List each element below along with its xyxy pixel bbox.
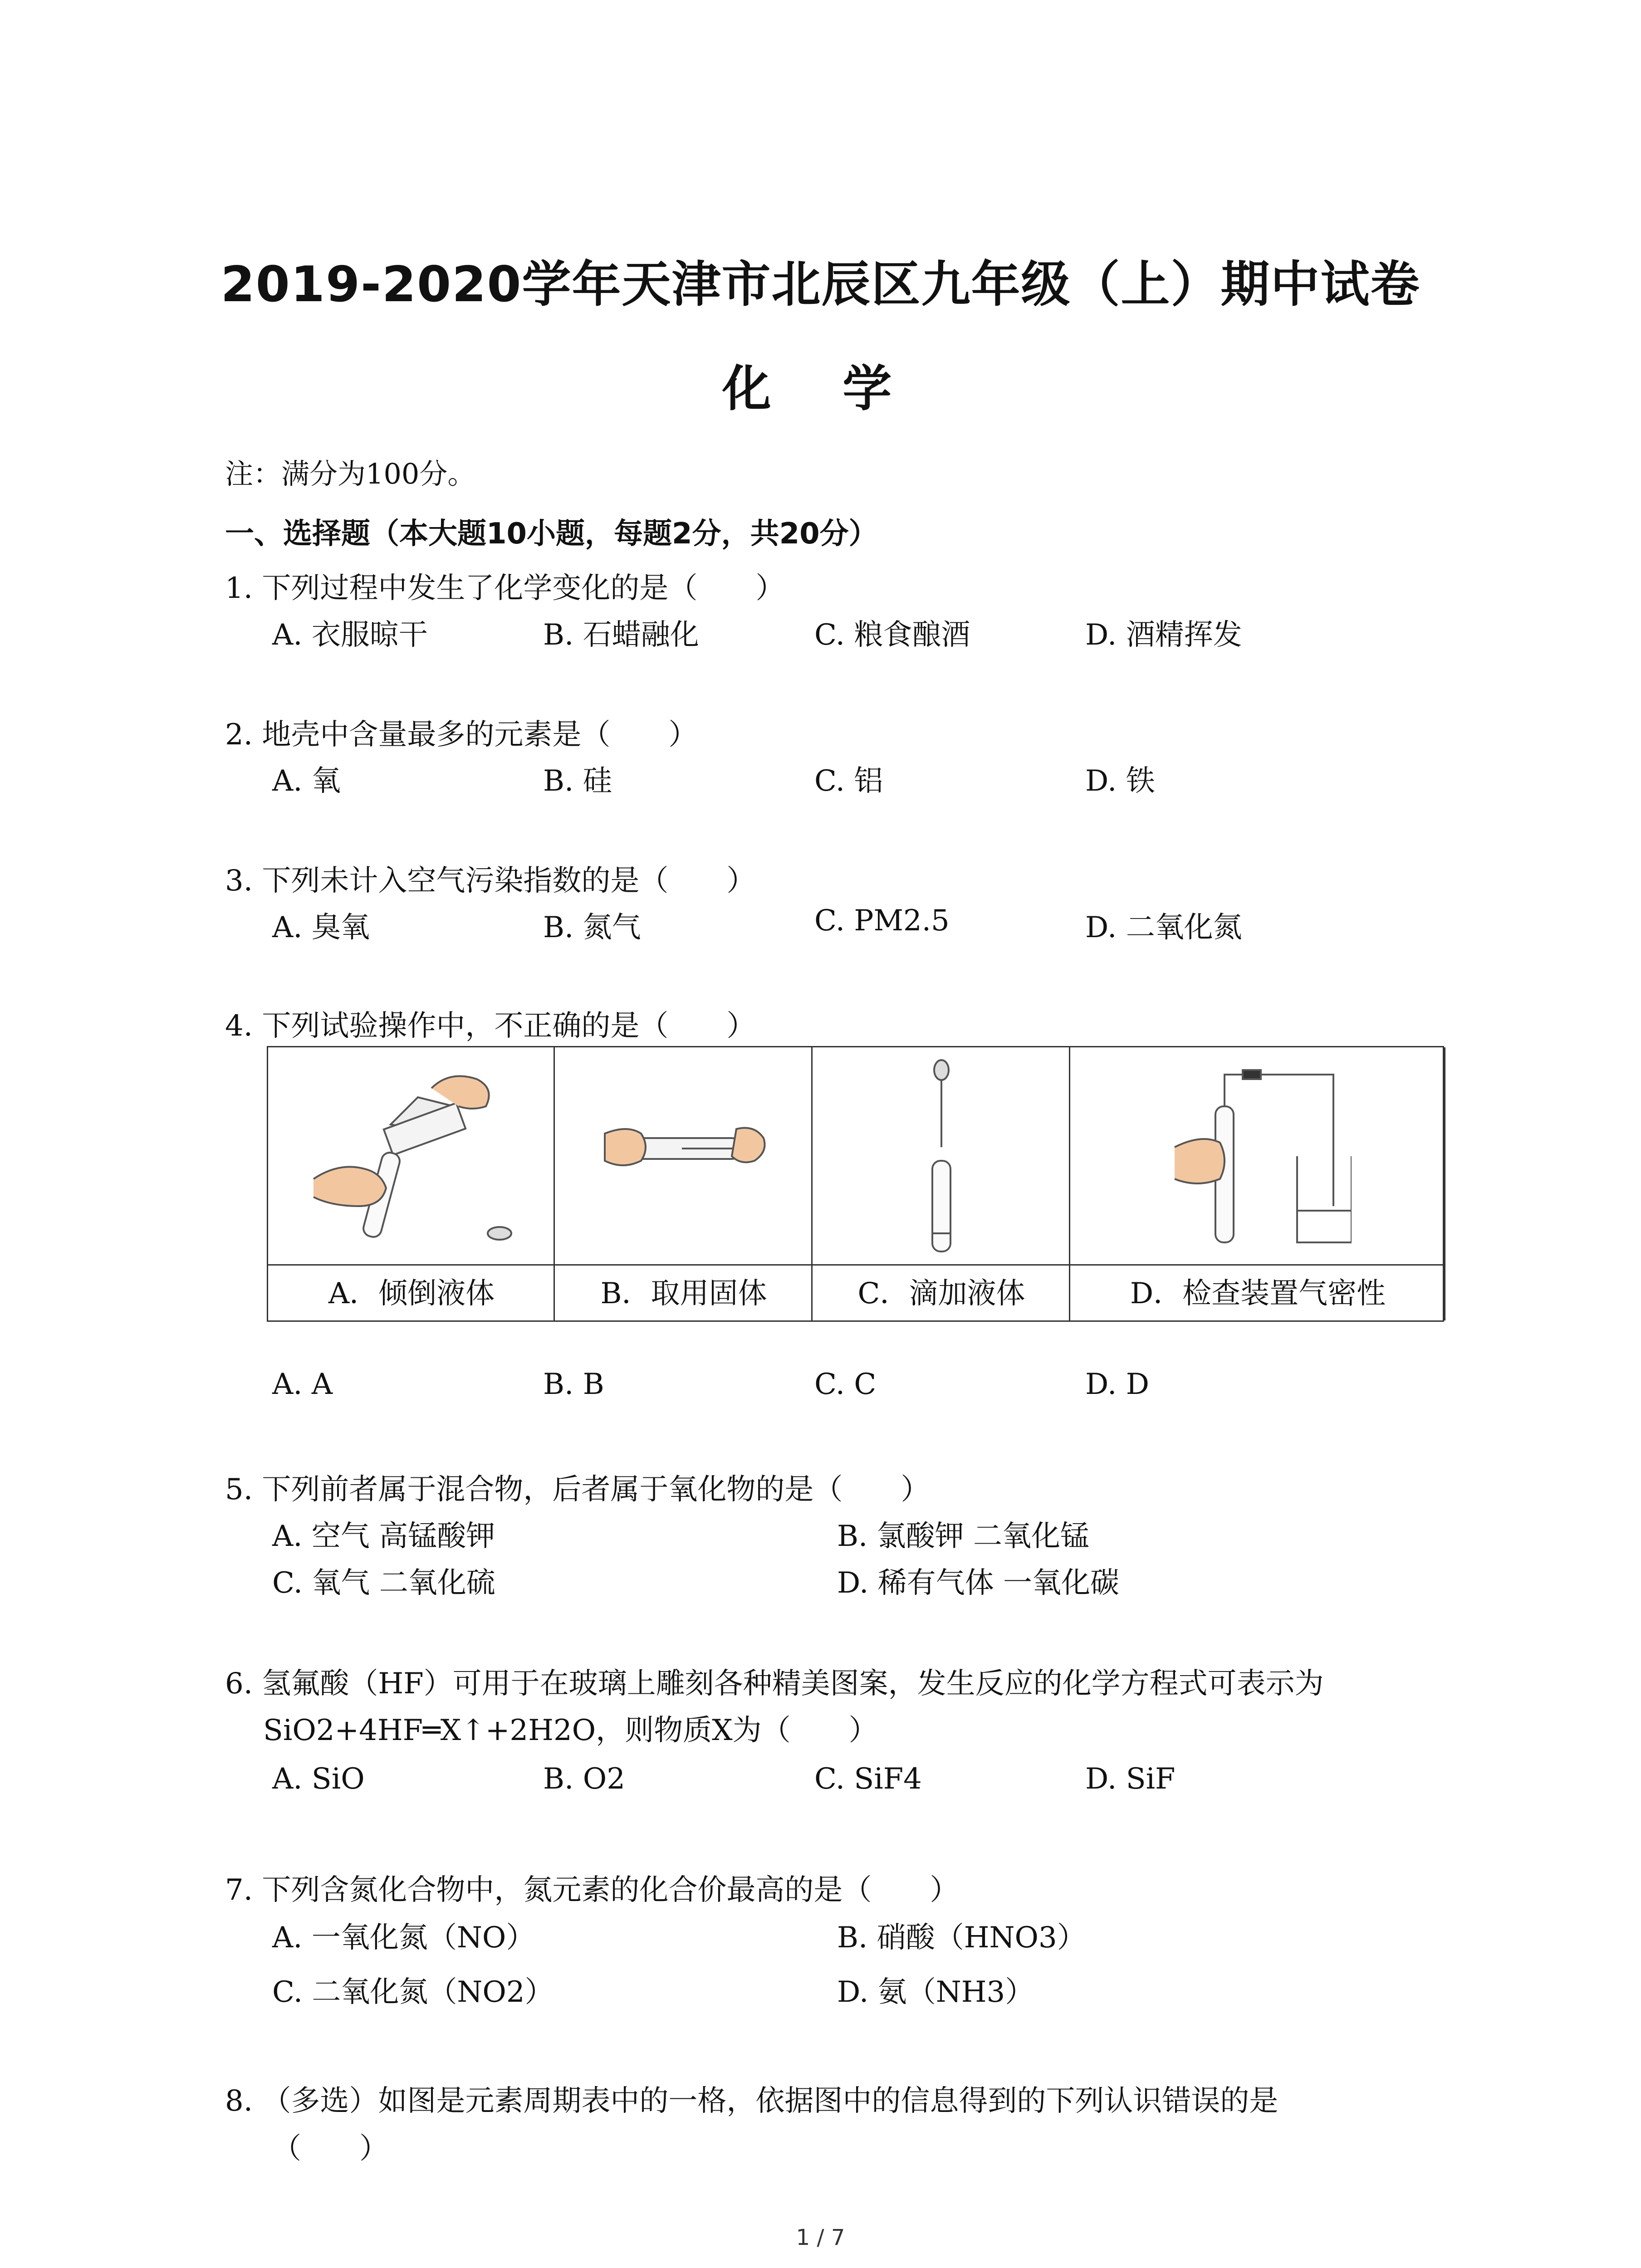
q2-option-a: A. 氧 [272,764,341,798]
q3-option-c: C. PM2.5 [814,904,950,938]
question-2-stem: 2. 地壳中含量最多的元素是（ ） [225,718,698,752]
q6-option-b: B. O2 [543,1762,625,1796]
question-4-stem: 4. 下列试验操作中，不正确的是（ ） [225,1009,756,1043]
question-6-stem-line2: SiO2+4HF═X↑+2H2O，则物质X为（ ） [263,1714,878,1747]
caption-d [1070,1269,1445,1319]
question-3-stem: 3. 下列未计入空气污染指数的是（ ） [225,864,756,898]
score-note: 注：满分为100分。 [225,457,476,490]
question-6-stem-line1: 6. 氢氟酸（HF）可用于在玻璃上雕刻各种精美图案，发生反应的化学方程式可表示为 [225,1667,1324,1701]
q6-option-d: D. SiF [1085,1762,1176,1796]
caption-b [555,1269,813,1319]
caption-b-text: B．取用固体 [600,1277,767,1310]
lab-operations-table [267,1046,1444,1322]
question-8-stem-line2: （ ） [272,2132,388,2165]
caption-c-text: C．滴加液体 [857,1277,1025,1310]
airtightness-check-illustration [1170,1056,1352,1256]
q1-option-b: B. 石蜡融化 [543,618,699,652]
q5-option-b: B. 氯酸钾 二氧化锰 [837,1520,1090,1553]
q3-option-b: B. 氮气 [543,911,641,944]
q3-option-d: D. 二氧化氮 [1085,911,1242,944]
page-title: 2019-2020学年天津市北辰区九年级（上）期中试卷 [220,256,1421,313]
q2-option-d: D. 铁 [1085,764,1155,798]
q5-option-d: D. 稀有气体 一氧化碳 [837,1566,1120,1600]
subject-title: 化 学 [722,361,919,417]
q7-option-d: D. 氨（NH3） [837,1975,1034,2009]
adding-drops-illustration [919,1056,964,1256]
q1-option-c: C. 粮食酿酒 [814,618,970,652]
page-number: 1 / 7 [796,2225,845,2250]
question-7-stem: 7. 下列含氮化合物中，氮元素的化合价最高的是（ ） [225,1873,959,1907]
caption-d-text: D．检查装置气密性 [1130,1277,1386,1310]
q5-option-a: A. 空气 高锰酸钾 [272,1520,495,1553]
question-5-stem: 5. 下列前者属于混合物，后者属于氧化物的是（ ） [225,1473,930,1506]
caption-c [813,1269,1070,1319]
q5-option-c: C. 氧气 二氧化硫 [272,1566,495,1600]
q4-option-b: B. B [543,1368,604,1401]
q3-option-a: A. 臭氧 [272,911,370,944]
question-1-stem: 1. 下列过程中发生了化学变化的是（ ） [225,572,785,605]
taking-solid-illustration [600,1056,773,1256]
pouring-liquid-illustration [304,1056,518,1256]
q7-option-b: B. 硝酸（HNO3） [837,1921,1086,1955]
q4-option-a: A. A [272,1368,333,1401]
caption-row-divider [268,1264,1443,1266]
caption-a [268,1269,555,1319]
caption-a-text: A．倾倒液体 [328,1277,495,1310]
q1-option-d: D. 酒精挥发 [1085,618,1242,652]
q2-option-b: B. 硅 [543,764,612,798]
q1-option-a: A. 衣服晾干 [272,618,428,652]
section-heading: 一、选择题（本大题10小题，每题2分，共20分） [225,517,878,551]
q4-option-d: D. D [1085,1368,1150,1401]
q7-option-a: A. 一氧化氮（NO） [272,1921,535,1955]
q6-option-c: C. SiF4 [814,1762,922,1796]
q7-option-c: C. 二氧化氮（NO2） [272,1975,554,2009]
q4-option-c: C. C [814,1368,877,1401]
q2-option-c: C. 铝 [814,764,883,798]
q6-option-a: A. SiO [272,1762,365,1796]
question-8-stem-line1: 8. （多选）如图是元素周期表中的一格，依据图中的信息得到的下列认识错误的是 [225,2084,1279,2118]
